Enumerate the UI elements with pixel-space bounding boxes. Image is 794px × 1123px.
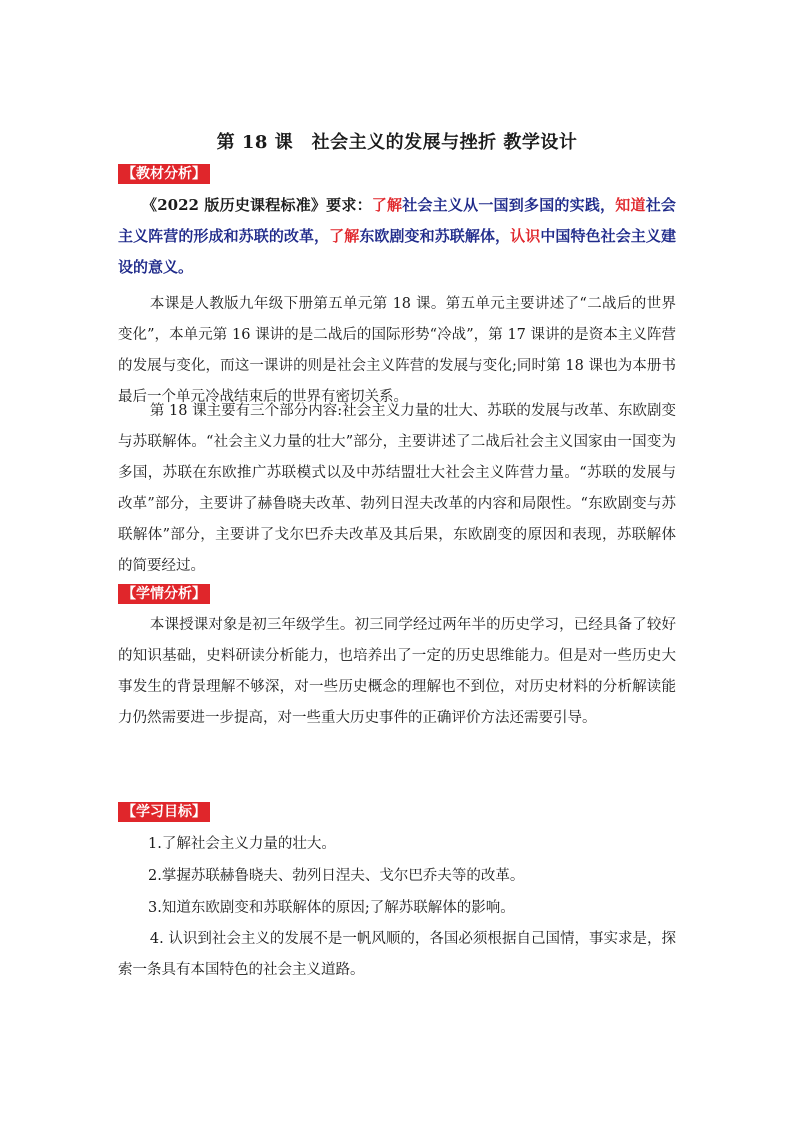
learning-goal-item: 1.了解社会主义力量的壮大。: [148, 836, 336, 852]
standard-verb-3: 了解: [329, 227, 360, 245]
curriculum-standard: [118, 190, 676, 283]
learner-analysis-paragraph: 本课授课对象是初三年级学生。初三同学经过两年半的历史学习，已经具备了较好的知识基础，史料研读分析能力，也培养出了一定的历史思维能力。但是对一些历史大事发生的背景理解不够深，对一些历史概念的理解也不到位，对历史材料的分析解读能力仍然需要进一步提高，对一些重大历史事件的正确评价方法还需要引导。: [118, 617, 676, 726]
section-heading-learning-goals: 【学习目标】: [118, 802, 210, 822]
standard-text-2: 社会主义阵营的形成和苏联的改革，: [118, 196, 676, 245]
standard-verb-2: 知道: [615, 196, 646, 214]
standard-prefix: 《2022 版历史课程标准》要求：: [142, 196, 372, 214]
textbook-paragraph-2: 第 18 课主要有三个部分内容:社会主义力量的壮大、苏联的发展与改革、东欧剧变与苏联解体。“社会主义力量的壮大”部分，主要讲述了二战后社会主义国家由一国变为多国，苏联在东欧推广苏联模式以及中苏结盟壮大社会主义阵营力量。“苏联的发展与改革”部分，主要讲了赫鲁晓夫改革、勃列日涅夫改革的内容和局限性。“东欧剧变与苏联解体”部分，主要讲了戈尔巴乔夫改革及其后果，东欧剧变的原因和表现，苏联解体的简要经过。: [118, 403, 676, 574]
section-heading-textbook-analysis: 【教材分析】: [118, 164, 210, 184]
learning-goal-item: 2.掌握苏联赫鲁晓夫、勃列日涅夫、戈尔巴乔夫等的改革。: [148, 868, 525, 884]
textbook-paragraph-1: 本课是人教版九年级下册第五单元第 18 课。第五单元主要讲述了“二战后的世界变化”，本单元第 16 课讲的是二战后的国际形势“冷战”，第 17 课讲的是资本主义阵营的发展与变化，而这一课讲的则是社会主义阵营的发展与变化;同时第 18 课也为本册书最后一个单元冷战结束后的世界有密切关系。: [118, 296, 676, 405]
standard-text-4: 中国特色社会主义建设的意义。: [118, 227, 676, 276]
standard-text-1: 社会主义从一国到多国的实践，: [402, 196, 616, 214]
learning-goal-item: 3.知道东欧剧变和苏联解体的原因;了解苏联解体的影响。: [148, 900, 515, 916]
standard-verb-4: 认识: [510, 227, 541, 245]
learning-goal-item: 4. 认识到社会主义的发展不是一帆风顺的，各国必须根据自己国情，事实求是，探索一条具有本国特色的社会主义道路。: [118, 931, 676, 978]
section-heading-learner-analysis: 【学情分析】: [118, 584, 210, 604]
document-title: 第 18 课 社会主义的发展与挫折 教学设计: [216, 132, 578, 153]
standard-text-3: 东欧剧变和苏联解体，: [359, 227, 511, 245]
standard-verb-1: 了解: [371, 196, 403, 214]
